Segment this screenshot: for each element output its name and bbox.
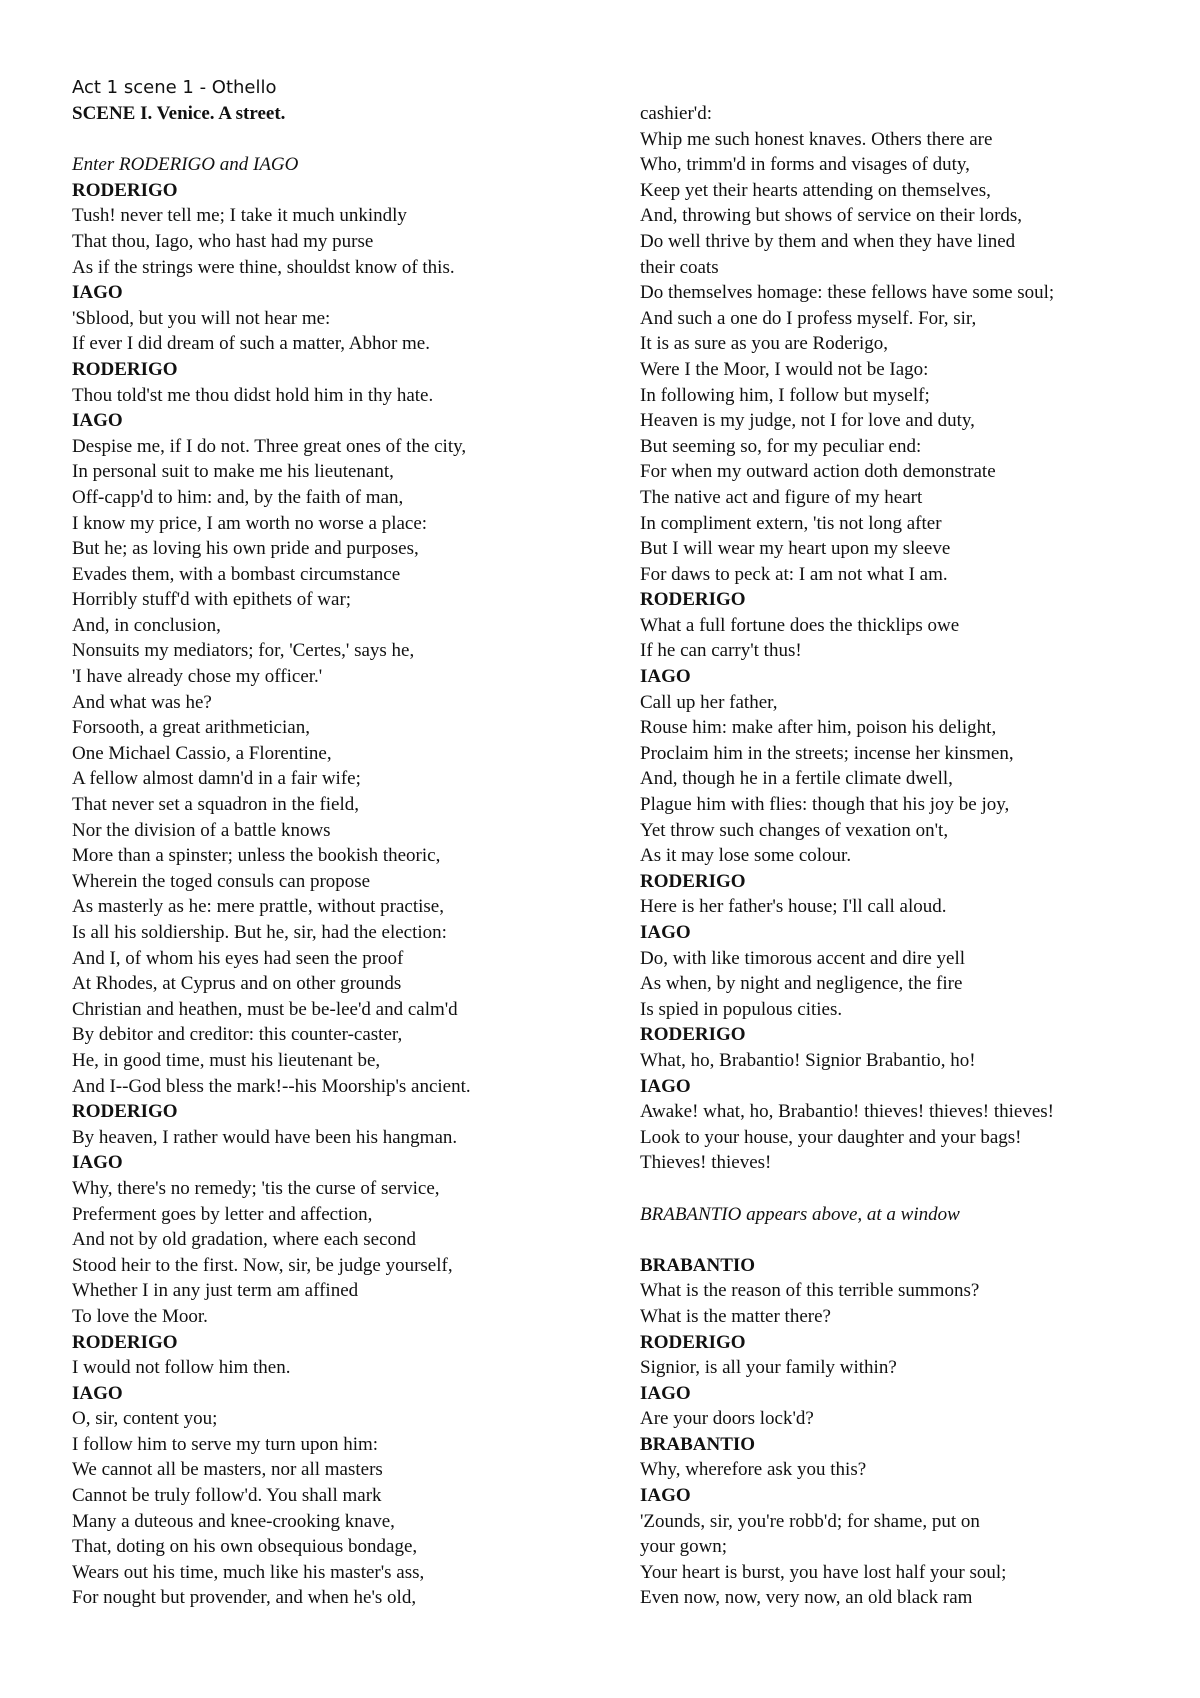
- dialogue-line: Yet throw such changes of vexation on't,: [640, 819, 949, 841]
- speaker-name: BRABANTIO: [640, 1433, 756, 1455]
- dialogue-line: O, sir, content you;: [72, 1408, 218, 1430]
- dialogue-line: As if the strings were thine, shouldst know of this.: [72, 256, 455, 278]
- dialogue-line: I know my price, I am worth no worse a place:: [72, 512, 428, 534]
- speaker-name: IAGO: [72, 282, 123, 304]
- speaker-name: IAGO: [640, 1485, 691, 1507]
- speaker-name: IAGO: [72, 1382, 123, 1404]
- dialogue-line: And I--God bless the mark!--his Moorship's ancient.: [72, 1075, 471, 1097]
- speaker-name: BRABANTIO: [640, 1254, 756, 1276]
- dialogue-line: Were I the Moor, I would not be Iago:: [640, 358, 929, 380]
- dialogue-line: Call up her father,: [640, 691, 778, 713]
- dialogue-line: For when my outward action doth demonstrate: [640, 461, 996, 483]
- dialogue-line: Do, with like timorous accent and dire yell: [640, 947, 966, 969]
- dialogue-line: Thieves! thieves!: [640, 1152, 772, 1174]
- dialogue-line: Awake! what, ho, Brabantio! thieves! thieves! thieves!: [640, 1101, 1055, 1123]
- dialogue-line: Is all his soldiership. But he, sir, had the election:: [72, 922, 447, 943]
- dialogue-line: Signior, is all your family within?: [640, 1357, 897, 1379]
- dialogue-line: Keep yet their hearts attending on themselves,: [640, 179, 991, 201]
- dialogue-line: What a full fortune does the thicklips owe: [640, 614, 960, 636]
- dialogue-line: Off-capp'd to him: and, by the faith of man,: [72, 486, 404, 508]
- dialogue-line: And, though he in a fertile climate dwell,: [640, 768, 953, 790]
- dialogue-line: That thou, Iago, who hast had my purse: [72, 230, 374, 252]
- dialogue-line: If ever I did dream of such a matter, Abhor me.: [72, 333, 430, 355]
- speaker-name: IAGO: [640, 1382, 691, 1404]
- dialogue-line: In compliment extern, 'tis not long after: [640, 512, 942, 534]
- dialogue-line: More than a spinster; unless the bookish theoric,: [72, 845, 441, 867]
- dialogue-line: At Rhodes, at Cyprus and on other grounds: [72, 973, 402, 995]
- dialogue-line: The native act and figure of my heart: [640, 486, 923, 508]
- dialogue-line: Cannot be truly follow'd. You shall mark: [72, 1485, 382, 1507]
- dialogue-line: Wherein the toged consuls can propose: [72, 870, 371, 892]
- speaker-name: RODERIGO: [72, 1101, 178, 1123]
- speaker-name: RODERIGO: [640, 589, 746, 611]
- dialogue-line: Whip me such honest knaves. Others there are: [640, 128, 993, 150]
- dialogue-line: Are your doors lock'd?: [640, 1408, 814, 1430]
- dialogue-line: And not by old gradation, where each second: [72, 1229, 417, 1251]
- dialogue-line: By heaven, I rather would have been his hangman.: [72, 1126, 458, 1148]
- dialogue-line: Look to your house, your daughter and your bags!: [640, 1126, 1022, 1148]
- dialogue-line: 'Zounds, sir, you're robb'd; for shame, put on: [640, 1510, 980, 1532]
- speaker-name: RODERIGO: [72, 1331, 178, 1353]
- dialogue-line: 'I have already chose my officer.': [72, 666, 323, 688]
- dialogue-line: Many a duteous and knee-crooking knave,: [72, 1510, 395, 1532]
- stage-direction: Enter RODERIGO and IAGO: [72, 154, 299, 176]
- left-text-column: [72, 74, 471, 1611]
- dialogue-line: In personal suit to make me his lieutenant,: [72, 461, 394, 483]
- dialogue-line: By debitor and creditor: this counter-caster,: [72, 1024, 403, 1046]
- speaker-name: RODERIGO: [640, 1331, 746, 1353]
- dialogue-line: 'Sblood, but you will not hear me:: [72, 307, 331, 329]
- dialogue-line: And, throwing but shows of service on their lords,: [640, 205, 1023, 227]
- dialogue-line: And what was he?: [72, 691, 212, 713]
- speaker-name: RODERIGO: [640, 1024, 746, 1046]
- dialogue-line: Preferment goes by letter and affection,: [72, 1203, 373, 1225]
- dialogue-line: Heaven is my judge, not I for love and duty,: [640, 410, 975, 432]
- dialogue-line: One Michael Cassio, a Florentine,: [72, 742, 332, 764]
- dialogue-line: Horribly stuff'd with epithets of war;: [72, 589, 352, 611]
- dialogue-line: cashier'd:: [640, 103, 713, 124]
- dialogue-line: It is as sure as you are Roderigo,: [640, 333, 888, 355]
- speaker-name: RODERIGO: [640, 870, 746, 892]
- dialogue-line: What, ho, Brabantio! Signior Brabantio, ho!: [640, 1049, 976, 1071]
- speaker-name: IAGO: [72, 1152, 123, 1174]
- dialogue-line: Plague him with flies: though that his joy be joy,: [640, 794, 1010, 816]
- dialogue-line: That, doting on his own obsequious bondage,: [72, 1536, 418, 1558]
- stage-direction: BRABANTIO appears above, at a window: [640, 1203, 960, 1225]
- dialogue-line: I follow him to serve my turn upon him:: [72, 1433, 379, 1455]
- dialogue-line: But I will wear my heart upon my sleeve: [640, 538, 951, 560]
- dialogue-line: That never set a squadron in the field,: [72, 794, 360, 816]
- speaker-name: RODERIGO: [72, 179, 178, 201]
- dialogue-line: And I, of whom his eyes had seen the proof: [72, 947, 404, 969]
- dialogue-line: Stood heir to the first. Now, sir, be judge yourself,: [72, 1254, 453, 1276]
- dialogue-line: For daws to peck at: I am not what I am.: [640, 563, 948, 585]
- dialogue-line: But he; as loving his own pride and purposes,: [72, 538, 419, 560]
- dialogue-line: Your heart is burst, you have lost half your soul;: [640, 1561, 1007, 1583]
- dialogue-line: What is the matter there?: [640, 1305, 831, 1327]
- dialogue-line: Here is her father's house; I'll call aloud.: [640, 896, 947, 918]
- dialogue-line: To love the Moor.: [72, 1305, 208, 1327]
- dialogue-line: their coats: [640, 256, 719, 278]
- dialogue-line: A fellow almost damn'd in a fair wife;: [72, 768, 361, 790]
- speaker-name: RODERIGO: [72, 358, 178, 380]
- dialogue-line: And such a one do I profess myself. For, sir,: [640, 307, 977, 329]
- dialogue-line: If he can carry't thus!: [640, 640, 802, 662]
- dialogue-line: We cannot all be masters, nor all masters: [72, 1459, 383, 1481]
- dialogue-line: your gown;: [640, 1536, 728, 1558]
- dialogue-line: Wears out his time, much like his master's ass,: [72, 1561, 425, 1583]
- scene-heading: SCENE I. Venice. A street.: [72, 103, 286, 124]
- dialogue-line: I would not follow him then.: [72, 1357, 291, 1379]
- dialogue-line: Nonsuits my mediators; for, 'Certes,' says he,: [72, 640, 415, 662]
- dialogue-line: Forsooth, a great arithmetician,: [72, 717, 310, 739]
- dialogue-line: But seeming so, for my peculiar end:: [640, 435, 922, 457]
- dialogue-line: Evades them, with a bombast circumstance: [72, 563, 401, 585]
- speaker-name: IAGO: [640, 922, 691, 943]
- dialogue-line: For nought but provender, and when he's old,: [72, 1587, 417, 1609]
- dialogue-line: He, in good time, must his lieutenant be,: [72, 1049, 381, 1071]
- blank-line: [72, 127, 471, 153]
- dialogue-line: Nor the division of a battle knows: [72, 819, 331, 841]
- blank-line: [640, 1227, 1054, 1253]
- dialogue-line: Do well thrive by them and when they have lined: [640, 230, 1016, 252]
- dialogue-line: As when, by night and negligence, the fire: [640, 973, 963, 995]
- dialogue-line: Is spied in populous cities.: [640, 998, 843, 1020]
- dialogue-line: Christian and heathen, must be be-lee'd and calm'd: [72, 998, 458, 1020]
- speaker-name: IAGO: [72, 410, 123, 432]
- dialogue-line: And, in conclusion,: [72, 614, 221, 636]
- speaker-name: IAGO: [640, 1075, 691, 1097]
- right-text-column: [640, 101, 1054, 1611]
- dialogue-line: Why, there's no remedy; 'tis the curse of service,: [72, 1177, 440, 1199]
- dialogue-line: Tush! never tell me; I take it much unkindly: [72, 205, 407, 227]
- dialogue-line: Who, trimm'd in forms and visages of duty,: [640, 154, 970, 176]
- dialogue-line: Despise me, if I do not. Three great ones of the city,: [72, 435, 467, 457]
- dialogue-line: As it may lose some colour.: [640, 845, 852, 867]
- dialogue-line: Rouse him: make after him, poison his delight,: [640, 717, 997, 739]
- blank-line: [640, 1176, 1054, 1202]
- dialogue-line: What is the reason of this terrible summons?: [640, 1280, 980, 1302]
- dialogue-line: As masterly as he: mere prattle, without practise,: [72, 896, 444, 918]
- speaker-name: IAGO: [640, 666, 691, 688]
- dialogue-line: Thou told'st me thou didst hold him in thy hate.: [72, 384, 434, 406]
- dialogue-line: Proclaim him in the streets; incense her kinsmen,: [640, 742, 1014, 764]
- dialogue-line: Even now, now, very now, an old black ram: [640, 1587, 973, 1609]
- dialogue-line: Do themselves homage: these fellows have some soul;: [640, 282, 1055, 304]
- document-title: Act 1 scene 1 - Othello: [72, 77, 277, 98]
- dialogue-line: In following him, I follow but myself;: [640, 384, 930, 406]
- dialogue-line: Why, wherefore ask you this?: [640, 1459, 867, 1481]
- dialogue-line: Whether I in any just term am affined: [72, 1280, 359, 1302]
